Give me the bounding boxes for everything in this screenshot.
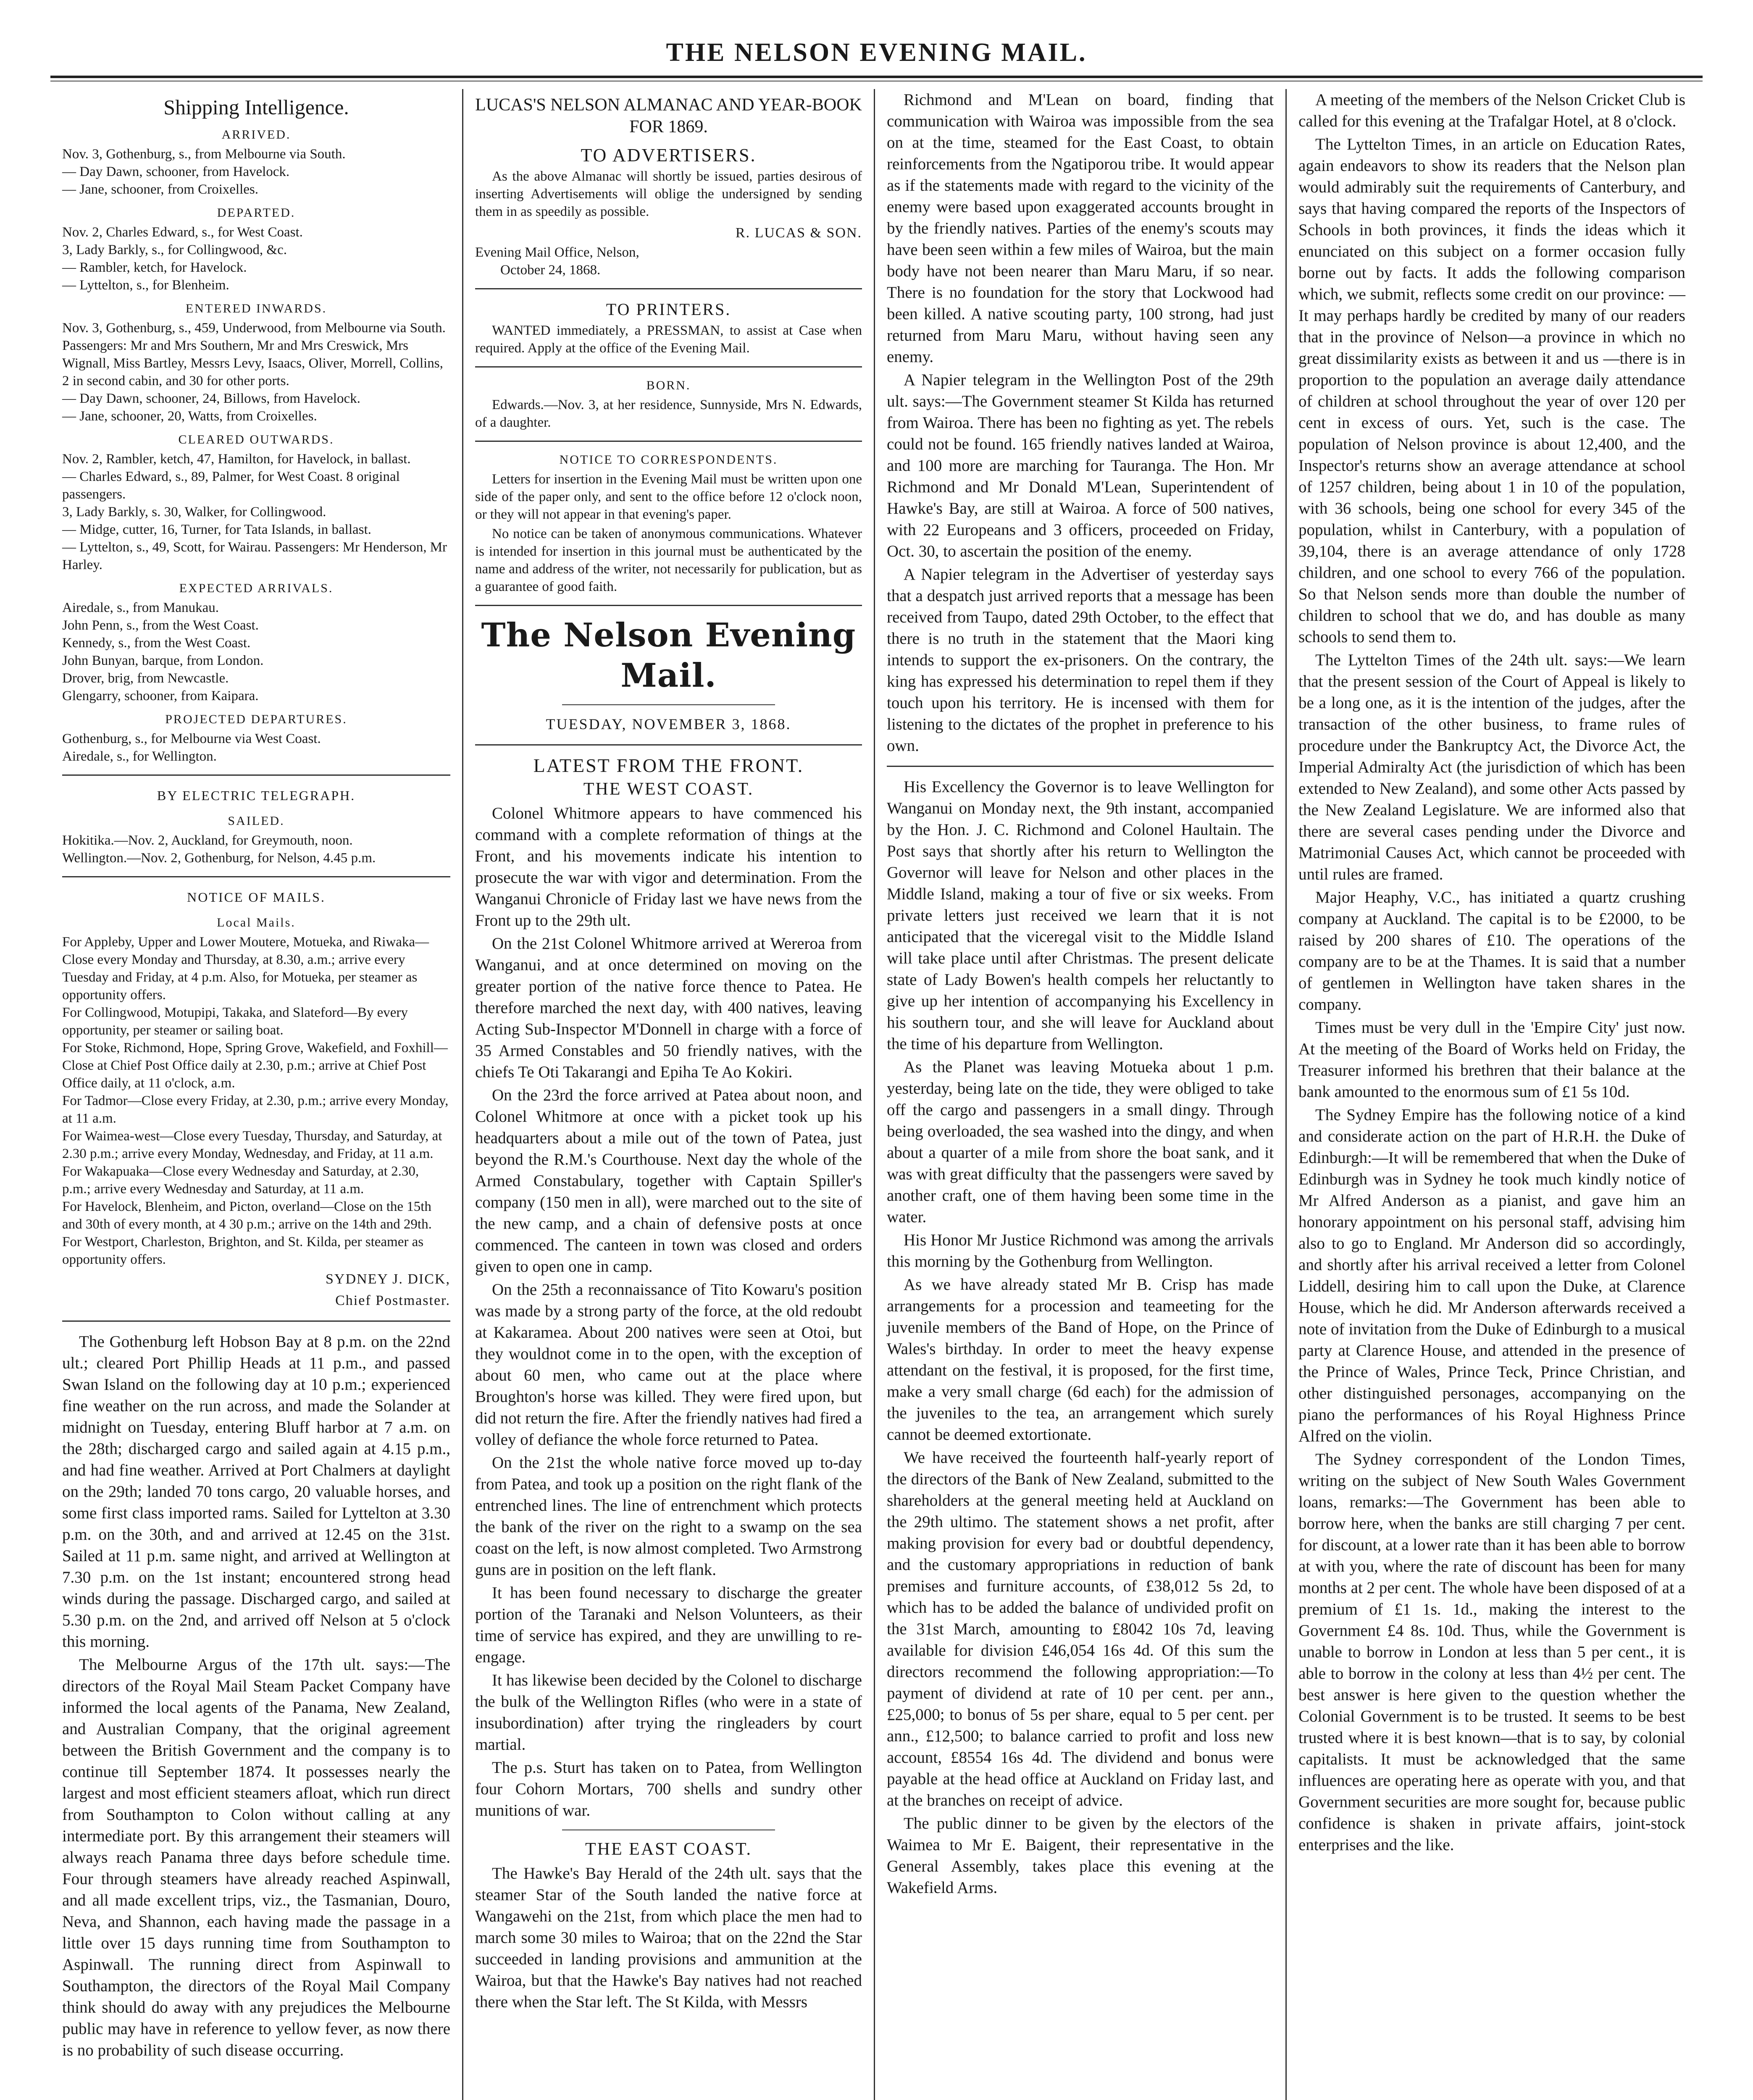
news-paragraph: Times must be very dull in the 'Empire City' just now. At the meeting of the Board of Works held on Friday, the Treasurer informed his brethren that their balance at the bank amounted to the enormous sum of £1 5s 10d. (1298, 1018, 1685, 1101)
entered-entry: — Day Dawn, schooner, 24, Billows, from Havelock. (62, 391, 360, 406)
cleared-entry: — Lyttelton, s., 49, Scott, for Wairau. Passengers: Mr Henderson, Mr Harley. (62, 540, 447, 572)
general-news (1298, 89, 1685, 1856)
story-paragraph: The Gothenburg left Hobson Bay at 8 p.m. on the 22nd ult.; cleared Port Phillip Heads at 11 p.m., and passed Swan Island on the following day at 10 p.m.; experienced fine weather on the run across, and made the Solander at midnight on Tuesday, entering Bluff harbor at 7 a.m. on the 28th; discharged cargo and sailed again at 4.15 p.m., and had fine weather. Arrived at Port Chalmers at daylight on the 29th; landed 70 tons cargo, 20 valuable horses, and some first class imported rams. Sailed for Lyttelton at 3.30 p.m. on the 30th, and and arrived at 12.45 on the 31st. Sailed at 11 p.m. same night, and arrived at Wellington at 7.30 p.m. on the 1st instant; encountered strong head winds during the passage. Discharged cargo, and sailed at 5.30 p.m. on the 2nd, and arrived off Nelson at 5 o'clock this morning. (62, 1333, 450, 1651)
mails-list (62, 933, 450, 1268)
news-paragraph: A meeting of the members of the Nelson Cricket Club is called for this evening at the Trafalgar Hotel, at 8 o'clock. (1298, 91, 1685, 130)
cleared-entry: Nov. 2, Rambler, ketch, 47, Hamilton, for Havelock, in ballast. (62, 452, 411, 467)
front-headline: LATEST FROM THE FRONT. (533, 755, 804, 776)
paper-title: The Nelson Evening Mail. (481, 616, 856, 695)
article-paragraph: The p.s. Sturt has taken on to Patea, from Wellington four Cohorn Mortars, 700 shells and sundry other munitions of war. (475, 1759, 862, 1819)
expected-entry: Airedale, s., from Manukau. (62, 600, 219, 615)
article-paragraph: It has likewise been decided by the Colonel to discharge the bulk of the Wellington Rifles (who were in a state of insubordination) after trying the ringleaders by court martial. (475, 1671, 862, 1754)
west-coast-article (475, 803, 862, 1821)
almanac-signature: R. LUCAS & SON. (735, 225, 862, 241)
almanac-date: October 24, 1868. (500, 262, 601, 278)
mails-subheading: Local Mails. (217, 916, 296, 929)
article-paragraph: The Hawke's Bay Herald of the 24th ult. says that the steamer Star of the South landed the native force at Wangawehi on the 21st, from which place the men had to march some 30 miles to Wairoa; that on the 22nd the Star succeeded in landing provisions and ammunition at the Wairoa, but that the Hawke's Bay natives had not reached there when the Star left. The St Kilda, with Messrs (475, 1864, 862, 2011)
projected-entry: Gothenburg, s., for Melbourne via West Coast. (62, 731, 321, 746)
news-paragraph: As we have already stated Mr B. Crisp has made arrangements for a procession and teameeting for the juvenile members of the Band of Hope, on the Prince of Wales's birthday. In order to meet the heavy expense attendant on the festival, it is proposed, for the first time, make a very small charge (6d each) for the admission of the juveniles to the tea, an arrangement which surely cannot be deemed extortionate. (887, 1276, 1274, 1444)
east-coast-continued (887, 89, 1274, 756)
article-paragraph: On the 21st Colonel Whitmore arrived at Wereroa from Wanganui, and at once determined on moving on the greater portion of the native force thence to Patea. He therefore marched the next day, with 400 natives, leaving Acting Sub-Inspector M'Donnell in charge with a force of 35 Armed Constables and 50 friendly natives, with the chiefs Te Oti Takarangi and Epiha Te Ao Kokiri. (475, 934, 862, 1081)
column-editorial (462, 89, 874, 2100)
cleared-entry: 3, Lady Barkly, s. 30, Walker, for Collingwood. (62, 504, 326, 520)
mails-heading: NOTICE OF MAILS. (187, 890, 326, 905)
expected-entry: John Penn, s., from the West Coast. (62, 618, 259, 633)
shipping-title: Shipping Intelligence. (163, 95, 349, 119)
mail-entry: For Tadmor—Close every Friday, at 2.30, p.m.; arrive every Monday, at 11 a.m. (62, 1093, 449, 1126)
printers-body: WANTED immediately, a PRESSMAN, to assist at Case when required. Apply at the office of the Evening Mail. (475, 323, 862, 356)
mail-entry: For Appleby, Upper and Lower Moutere, Motueka, and Riwaka—Close every Monday and Thursday, at 8.30, a.m.; arrive every Tuesday and Friday, at 4 p.m. Also, for Motueka, per steamer as opportunity offers. (62, 934, 429, 1003)
born-heading: BORN. (646, 378, 691, 392)
article-paragraph: On the 25th a reconnaissance of Tito Kowaru's position was made by a strong party of the force, at the old redoubt at Kakaramea. About 200 natives were seen at Otoi, but they wouldnot come in to the open, with the exception of about 60 men, who came out at the place where Broughton's horse was killed. They were fired upon, but did not return the fire. After the friendly natives had fired a volley of defiance the whole force returned to Patea. (475, 1281, 862, 1449)
news-paragraph: Major Heaphy, V.C., has initiated a quartz crushing company at Auckland. The capital is to be £2000, to be raised by 200 shares of £10. The operations of the company are to be at the Thames. It is said that a number of gentlemen in Wellington have taken shares in the company. (1298, 888, 1685, 1013)
divider (62, 876, 450, 877)
shipping-story (62, 1331, 450, 2061)
correspondents-paragraph: No notice can be taken of anonymous communications. Whatever is intended for insertion in this journal must be authenticated by the name and address of the writer, not necessarily for publication, but as a guarantee of good faith. (475, 526, 862, 594)
article-paragraph: It has been found necessary to discharge the greater portion of the Taranaki and Nelson Volunteers, as their time of service has expired, and they are unwilling to re-engage. (475, 1584, 862, 1666)
news-paragraph: The Sydney correspondent of the London Times, writing on the subject of New South Wales Government loans, remarks:—The Government has been able to borrow here, when the banks are still charging 7 per cent. for discount, at a lower rate than it has been able to borrow at with you, where the rate of discount has been for many months at 2 per cent. The whole have been disposed of at a premium of £1 1s. 1d., making the interest to the Government £4 8s. 10d. Thus, while the Government is unable to borrow in London at less than 5 per cent., it is able to borrow in the colony at less than 4½ per cent. The best answer is here given to the question whether the Colonial Government is to be trusted. It seems to be best trusted where it is best known—that is to say, by colonial capitalists. It must be acknowledged that the same influences are operating here as operate with you, and that Government securities are more sought for, because public confidence is shaken in private affairs, joint-stock enterprises and the like. (1298, 1450, 1685, 1854)
expected-entry: John Bunyan, barque, from London. (62, 653, 264, 668)
cleared-heading: CLEARED OUTWARDS. (178, 433, 334, 446)
divider (475, 288, 862, 289)
printers-heading: TO PRINTERS. (606, 300, 731, 319)
expected-heading: EXPECTED ARRIVALS. (179, 581, 334, 595)
story-paragraph: The Melbourne Argus of the 17th ult. says:—The directors of the Royal Mail Steam Packet Company have informed the local agents of the Panama, New Zealand, and Australian Company, that the original agreement between the British Government and the company is to continue till September 1874. It possesses nearly the largest and most efficient steamers afloat, which run direct from Southampton to Colon without calling at any intermediate port. By this arrangement their steamers will always reach Panama three days before schedule time. Four through steamers have already reached Aspinwall, and all made excellent trips, viz., the Tasmanian, Douro, Neva, and Shannon, each having made the passage in a little over 15 days running time from Southampton to Aspinwall. The running direct from Aspinwall to Southampton, the directors of the Royal Mail Company think should do away with any prejudices the Melbourne public may have in reference to yellow fever, as now there is no probability of such disease occurring. (62, 1656, 450, 2059)
article-paragraph: On the 21st the whole native force moved up to-day from Patea, and took up a position on the right flank of the entrenched lines. The line of entrenchment which protects the bank of the river on the right to a swamp on the sea coast on the left, is now almost completed. Two Armstrong guns are in position on the left flank. (475, 1454, 862, 1579)
departed-entry: 3, Lady Barkly, s., for Collingwood, &c. (62, 242, 287, 257)
news-paragraph: We have received the fourteenth half-yearly report of the directors of the Bank of New Zealand, submitted to the shareholders at the general meeting held at Auckland on the 29th ultimo. The statement shows a net profit, after making provision for every bad or doubtful dependency, and the customary appropriations in reduction of bank premises and furniture accounts, of £38,012 5s 2d, to which has to be added the balance of undivided profit on the 31st March, amounting to £8042 10s 7d, leaving available for division £46,054 16s 4d. Of this sum the directors recommend the following appropriation:—To payment of dividend at rate of 10 per cent. per ann., £25,000; to bonus of 5s per share, equal to 5 per cent. per ann., £12,500; to balance carried to profit and loss new account, £8554 16s 4d. The dividend and bonus were payable at the head office at Auckland on Friday last, and at the branches on receipt of advice. (887, 1449, 1274, 1809)
departed-entry: Nov. 2, Charles Edward, s., for West Coast. (62, 225, 303, 240)
column-shipping (50, 89, 462, 2100)
expected-entry: Glengarry, schooner, from Kaipara. (62, 688, 259, 704)
almanac-address: Evening Mail Office, Nelson, (475, 245, 639, 260)
article-paragraph: A Napier telegram in the Wellington Post of the 29th ult. says:—The Government steamer St Kilda has returned from Wairoa. There has been no fighting as yet. The rebels could not be found. 165 friendly natives landed at Wairoa, and 100 more are marching for Tauranga. The Hon. Mr Richmond and Mr Donald M'Lean, Superintendent of Hawke's Bay, are still at Wairoa. A force of 500 natives, with 22 Europeans and 3 officers, proceeded on Friday, Oct. 30, to ascertain the position of the enemy. (887, 371, 1274, 560)
news-paragraph: As the Planet was leaving Motueka about 1 p.m. yesterday, being late on the tide, they were obliged to take off the cargo and passengers in a small dingy. Through being overloaded, the sea washed into the dingy, and when about a quarter of a mile from shore the boat sank, and it was with great difficulty that the passengers were saved by another craft, one of them having been some time in the water. (887, 1058, 1274, 1226)
mail-entry: For Collingwood, Motupipi, Takaka, and Slateford—By every opportunity, per steamer or sailing boat. (62, 1005, 408, 1038)
mail-entry: For Havelock, Blenheim, and Picton, overland—Close on the 15th and 30th of every month, at 4 30 p.m.; arrive on the 14th and 29th. (62, 1199, 432, 1232)
entered-list (62, 319, 450, 425)
news-paragraph: The Lyttelton Times, in an article on Education Rates, again endeavors to show its readers that the Nelson plan would admirably suit the requirements of Canterbury, and says that having compared the reports of the Inspectors of Schools in both provinces, it finds the ideas which it enunciated on this subject on a former occasion fully borne out by facts. It adds the following comparison which, we submit, reflects some credit on our province: —It may perhaps hardly be credited by many of our readers that in the province of Nelson—a province in which no great dissimilarity exists as between it and us —there is in proportion to the population an average daily attendance of children at school throughout the year of over 120 per cent in excess of ours. Yet, such is the case. The population of Nelson province is about 12,400, and the Inspector's returns show an average attendance at school of 1257 children, being about 1 in 10 of the population, with 36 schools, being one school for every 345 of the population, whilst in Canterbury, with a population of 39,104, there is an average attendance of only 1728 children, and one school to every 766 of the population. So that Nelson sends more than double the number of children to school that we do, and has double as many schools to send them to. (1298, 135, 1685, 646)
article-paragraph: Richmond and M'Lean on board, finding that communication with Wairoa was impossible from the sea on at the time, steamed for the East Coast, to obtain reinforcements from the Ngatiporou tribe. It would appear as if the statements made with regard to the vicinity of the enemy were based upon exaggerated accounts brought in by the friendly natives. Parties of the enemy's scouts may have been seen within a few miles of Wairoa, but the main body have not been nearer than Maru Maru, if so near. There is no foundation for the story that Lockwood had been killed. A native scouting party, 100 strong, had just returned from Maru Maru, without having seen any enemy. (887, 91, 1274, 366)
correspondents-body (475, 470, 862, 596)
correspondents-heading: NOTICE TO CORRESPONDENTS. (559, 453, 778, 467)
divider (475, 744, 862, 746)
divider (475, 605, 862, 606)
news-paragraph: The public dinner to be given by the electors of the Waimea to Mr E. Baigent, their representative in the General Assembly, takes place this evening at the Wakefield Arms. (887, 1814, 1274, 1897)
masthead: THE NELSON EVENING MAIL. (50, 29, 1703, 78)
local-news (887, 776, 1274, 1898)
east-coast-heading: THE EAST COAST. (585, 1840, 752, 1859)
departed-entry: — Rambler, ketch, for Havelock. (62, 260, 247, 275)
telegraph-heading: BY ELECTRIC TELEGRAPH. (157, 788, 356, 803)
sailed-heading: SAILED. (228, 814, 285, 828)
arrived-entry: — Jane, schooner, from Croixelles. (62, 182, 258, 197)
mail-entry: For Westport, Charleston, Brighton, and St. Kilda, per steamer as opportunity offers. (62, 1234, 424, 1267)
sailed-entry: Wellington.—Nov. 2, Gothenburg, for Nelson, 4.45 p.m. (62, 850, 376, 866)
divider (62, 1320, 450, 1322)
cleared-entry: — Midge, cutter, 16, Turner, for Tata Islands, in ballast. (62, 522, 371, 537)
mails-signature: SYDNEY J. DICK, (326, 1271, 450, 1287)
expected-entry: Drover, brig, from Newcastle. (62, 671, 229, 686)
west-coast-heading: THE WEST COAST. (583, 780, 754, 799)
almanac-title: LUCAS'S NELSON ALMANAC AND YEAR-BOOK FOR 1869. (475, 95, 862, 136)
expected-entry: Kennedy, s., from the West Coast. (62, 635, 251, 651)
departed-heading: DEPARTED. (217, 206, 296, 220)
entered-entry: Nov. 3, Gothenburg, s., 459, Underwood, from Melbourne via South. Passengers: Mr and Mrs Southern, Mr and Mrs Creswick, Mrs Wignall, Miss Bartley, Messrs Levy, Isaacs, Oliver, Morrell, Collins, 2 in second cabin, and 30 for other ports. (62, 320, 446, 388)
cleared-entry: — Charles Edward, s., 89, Palmer, for West Coast. 8 original passengers. (62, 469, 400, 502)
dateline: TUESDAY, NOVEMBER 3, 1868. (546, 716, 791, 732)
news-paragraph: The Sydney Empire has the following notice of a kind and considerate action on the part of H.R.H. the Duke of Edinburgh:—It will be remembered that when the Duke of Edinburgh was in Sydney he took much kindly notice of Mr Alfred Anderson as a pianist, and gave him an honorary appointment on his personal staff, advising him also to go to England. Mr Anderson did so accordingly, and shortly after his arrival received a letter from Colonel Liddell, desiring him to call upon the Duke, at Clarence House, which he did. Mr Anderson afterwards received a note of invitation from the Duke of Edinburgh to a musical party at Clarence House, and attended in the presence of the Prince of Wales, Prince Teck, Prince Christian, and other distinguished personages, accompanying on the piano the performances of his Royal Highness Prince Alfred on the violin. (1298, 1106, 1685, 1445)
arrived-entry: — Day Dawn, schooner, from Havelock. (62, 164, 290, 179)
cleared-list (62, 450, 450, 574)
column-news (874, 89, 1285, 2100)
expected-list (62, 599, 450, 705)
departed-entry: — Lyttelton, s., for Blenheim. (62, 278, 229, 293)
arrived-entry: Nov. 3, Gothenburg, s., from Melbourne via South. (62, 147, 346, 162)
sailed-entry: Hokitika.—Nov. 2, Auckland, for Greymouth, noon. (62, 833, 353, 848)
news-paragraph: The Lyttelton Times of the 24th ult. says:—We learn that the present session of the Court of Appeal is likely to be a long one, as it is the intention of the judges, after the transaction of the other business, to frame rules of procedure under the Bankruptcy Act, the Divorce Act, the Imperial Admiralty Act (the jurisdiction of which has been extended to New Zealand), and some other Acts passed by the New Zealand Legislature. We are informed also that there are several cases pending under the Divorce and Matrimonial Causes Act, which cannot be proceeded with until rules are framed. (1298, 651, 1685, 883)
born-body: Edwards.—Nov. 3, at her residence, Sunnyside, Mrs N. Edwards, of a daughter. (475, 397, 862, 430)
east-coast-article (475, 1863, 862, 2013)
entered-entry: — Jane, schooner, 20, Watts, from Croixelles. (62, 409, 317, 424)
arrived-list (62, 145, 450, 198)
entered-heading: ENTERED INWARDS. (185, 302, 327, 315)
divider (475, 366, 862, 368)
article-paragraph: On the 23rd the force arrived at Patea about noon, and Colonel Whitmore at once with a picket took up his headquarters about a mile out of the town of Patea, just beyond the R.M.'s Courthouse. Next day the whole of the Armed Constabulary, together with Captain Spiller's company (150 men in all), were marched out to the site of the new camp, and a chain of defensive posts at once commenced. The canteen in town was closed and orders given to open one in camp. (475, 1086, 862, 1276)
mail-entry: For Waimea-west—Close every Tuesday, Thursday, and Saturday, at 2.30 p.m.; arrive every Monday, Wednesday, and Friday, at 11 a.m. (62, 1129, 442, 1161)
almanac-body: As the above Almanac will shortly be issued, parties desirous of inserting Advertisements will oblige the undersigned by sending them in as speedily as possible. (475, 169, 862, 219)
mail-entry: For Wakapuaka—Close every Wednesday and Saturday, at 2.30, p.m.; arrive every Wednesday and Saturday, at 11 a.m. (62, 1164, 419, 1197)
mail-entry: For Stoke, Richmond, Hope, Spring Grove, Wakefield, and Foxhill—Close at Chief Post Office daily at 2.30, p.m.; arrive at Chief Post Office daily, at 11 o'clock, a.m. (62, 1040, 448, 1091)
projected-entry: Airedale, s., for Wellington. (62, 749, 217, 764)
divider (62, 774, 450, 776)
advertisers-heading: TO ADVERTISERS. (581, 145, 757, 165)
sailed-list (62, 832, 450, 867)
divider (887, 766, 1274, 767)
divider (475, 441, 862, 442)
projected-heading: PROJECTED DEPARTURES. (165, 712, 347, 726)
columns (50, 89, 1703, 2100)
arrived-heading: ARRIVED. (221, 128, 291, 142)
departed-list (62, 223, 450, 294)
mails-signature-role: Chief Postmaster. (335, 1293, 450, 1308)
news-paragraph: His Honor Mr Justice Richmond was among the arrivals this morning by the Gothenburg from Wellington. (887, 1231, 1274, 1270)
column-general (1285, 89, 1697, 2100)
news-paragraph: His Excellency the Governor is to leave Wellington for Wanganui on Monday next, the 9th instant, accompanied by the Hon. J. C. Richmond and Colonel Haultain. The Post says that shortly after his return to Wellington the Governor will leave for Nelson and other places in the Middle Island, making a tour of five or six weeks. From private letters just received we learn that it is not anticipated that the viceregal visit to the Middle Island will take place until after Christmas. The present delicate state of Lady Bowen's health compels her reluctantly to give up her intention of accompanying his Excellency in his southern tour, and she will leave for Auckland about the time of his departure from Wellington. (887, 778, 1274, 1053)
correspondents-paragraph: Letters for insertion in the Evening Mail must be written upon one side of the paper only, and sent to the office before 12 o'clock noon, or they will not appear in that evening's paper. (475, 472, 862, 522)
divider (562, 704, 775, 705)
article-paragraph: A Napier telegram in the Advertiser of yesterday says that a despatch just arrived reports that a message has been received from Taupo, dated 29th October, to the effect that there is no truth in the statement that the Maori king intends to support the ex-prisoners. On the contrary, the king has expressed his determination to repel them if they touch upon his territory. He is incensed with them for listening to the dictates of the prophet in preference to his own. (887, 565, 1274, 755)
article-paragraph: Colonel Whitmore appears to have commenced his command with a complete reformation of things at the Front, and his movements indicate his intention to prosecute the war with vigor and determination. From the Wanganui Chronicle of Friday last we have news from the Front up to the 29th ult. (475, 804, 862, 929)
projected-list (62, 730, 450, 765)
